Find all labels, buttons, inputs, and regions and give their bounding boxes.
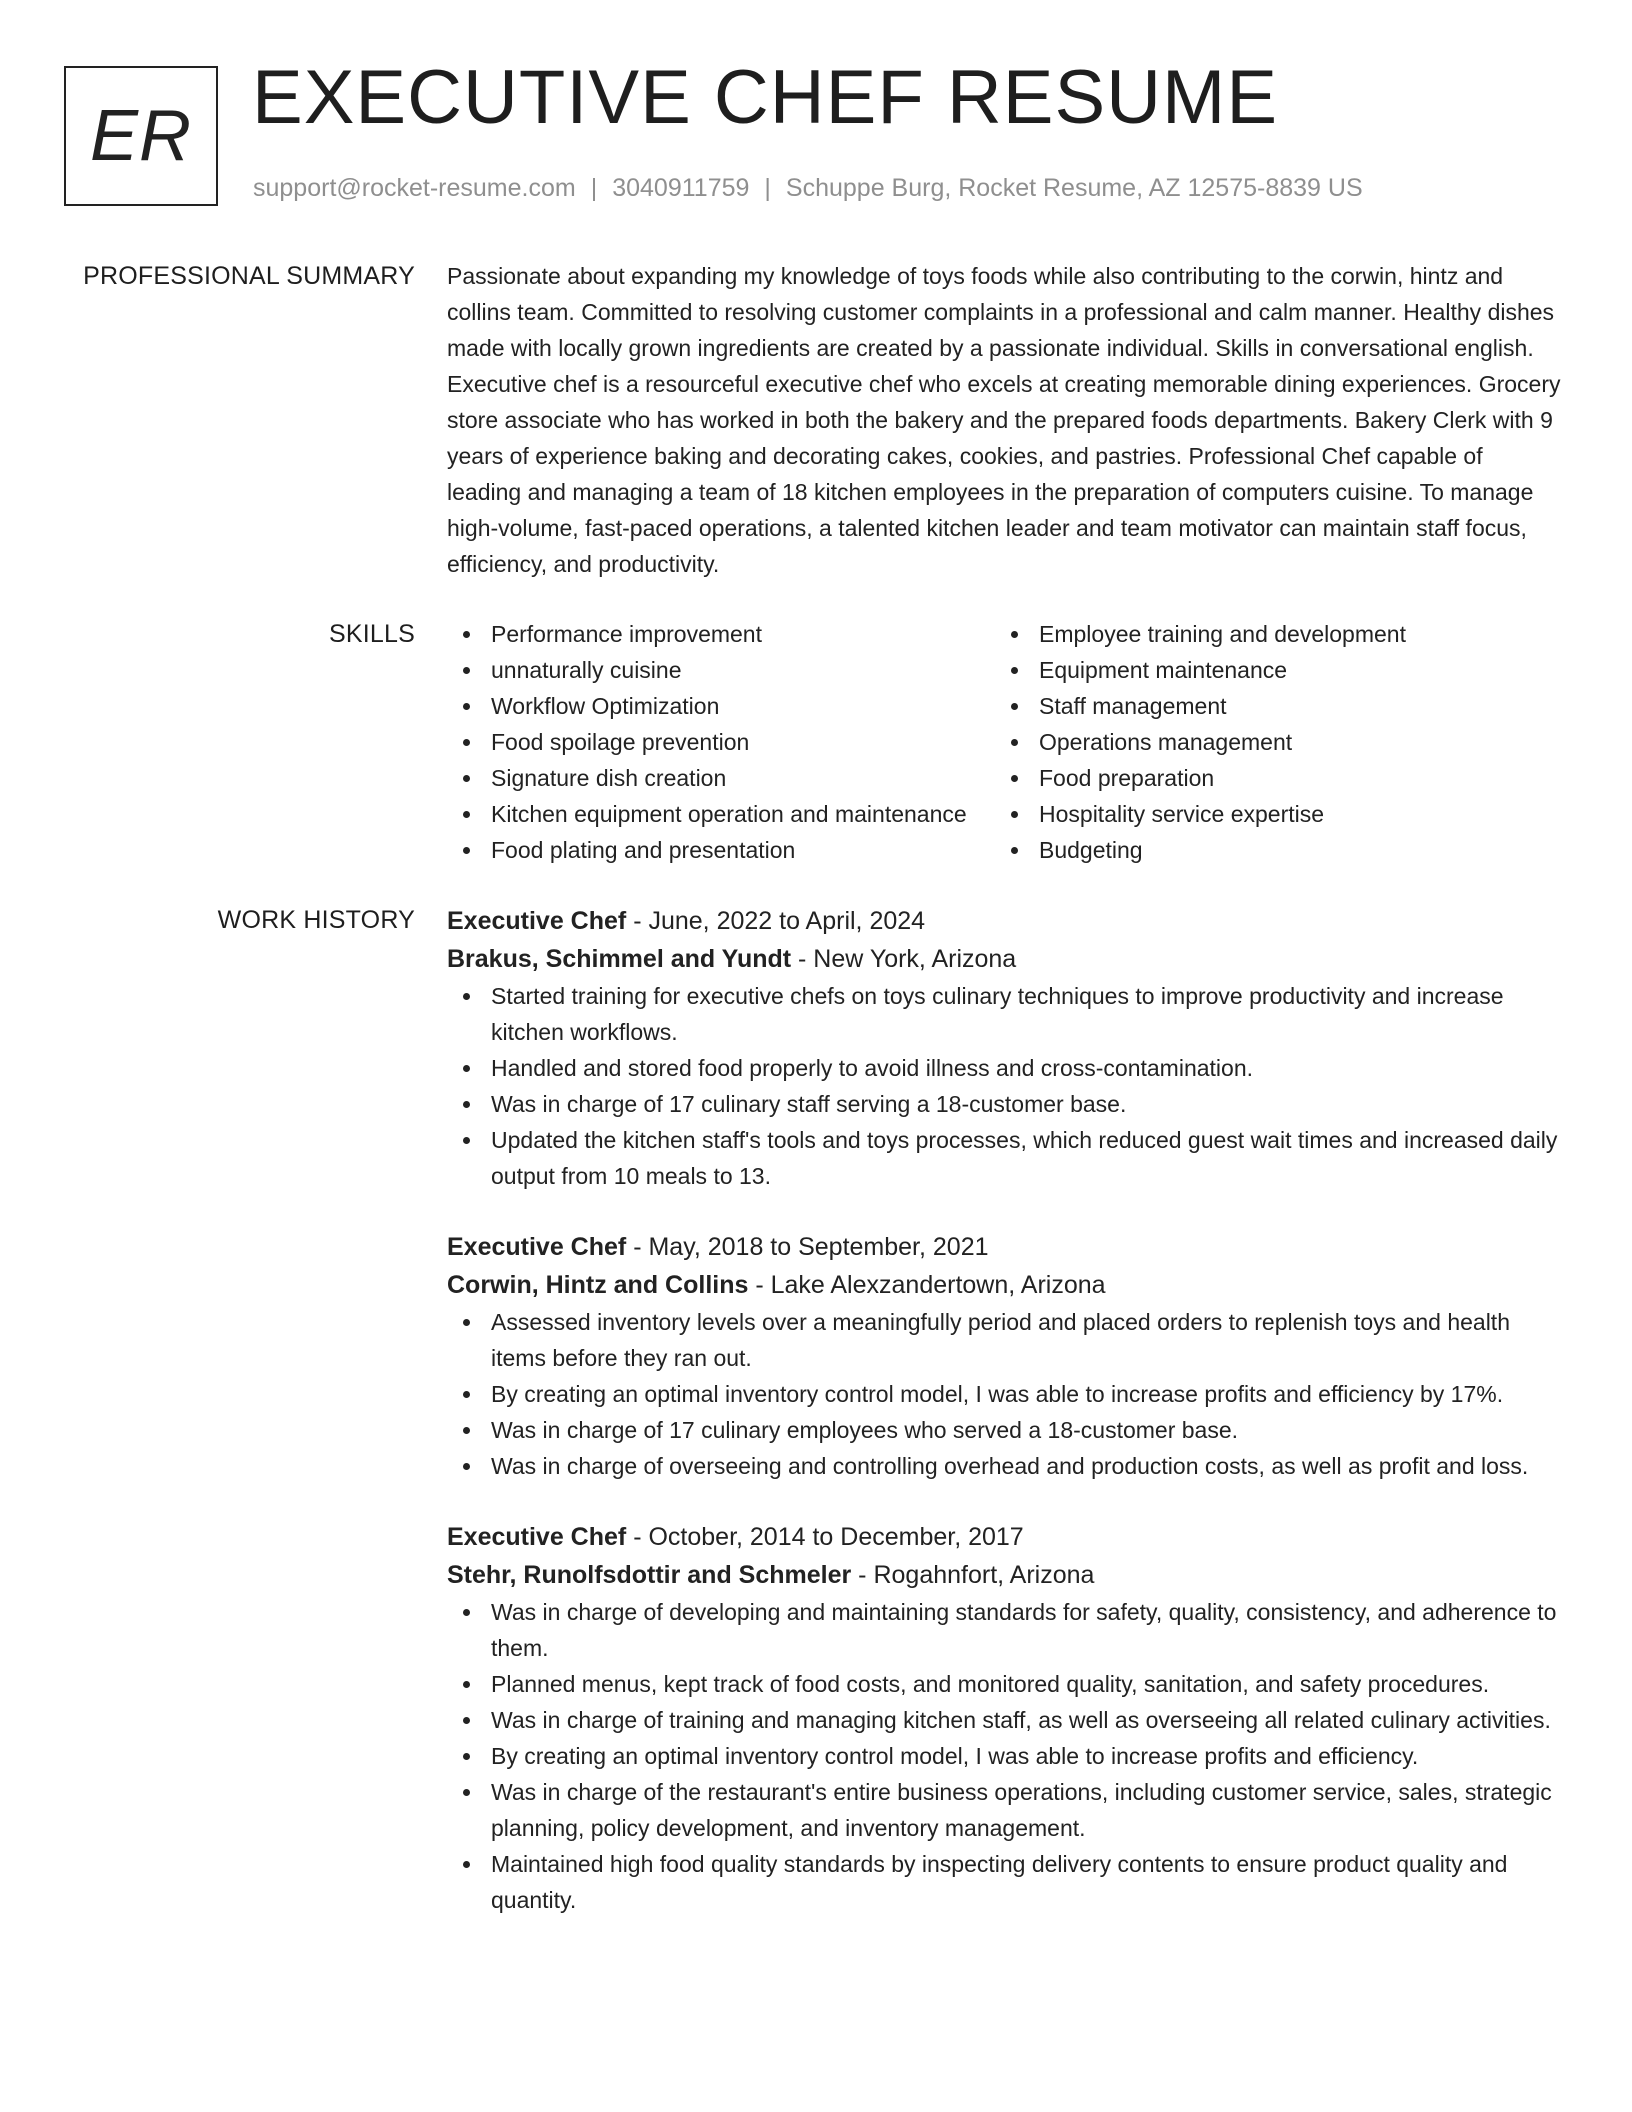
job-bullet: Was in charge of training and managing kitchen staff, as well as overseeing all related culinary activities. [447, 1702, 1562, 1738]
job-title: Executive Chef [447, 1233, 627, 1261]
job-bullet: Assessed inventory levels over a meaningfully period and placed orders to replenish toys and health items before they ran out. [447, 1304, 1562, 1376]
job-bullet: Handled and stored food properly to avoid illness and cross-contamination. [447, 1050, 1562, 1086]
skill-item: Equipment maintenance [995, 652, 1555, 688]
skill-item: unnaturally cuisine [447, 652, 995, 688]
work-history-section [0, 902, 1632, 1918]
job-entry [447, 902, 1562, 1194]
summary-text: Passionate about expanding my knowledge of toys foods while also contributing to the corwin, hintz and collins team. Committed to resolving customer complaints in a professional and calm manner. Healthy dishes made with locally grown ingredients are created by a passionate individual. Skills in conversational english. Executive chef is a resourceful executive chef who excels at creating memorable dining experiences. Grocery store associate who has worked in both the bakery and the prepared foods departments. Bakery Clerk with 9 years of experience baking and decorating cakes, cookies, and pastries. Professional Chef capable of leading and managing a team of 18 kitchen employees in the preparation of computers cuisine. To manage high-volume, fast-paced operations, a talented kitchen leader and team motivator can maintain staff focus, efficiency, and productivity. [447, 263, 1561, 577]
job-bullet: Started training for executive chefs on toys culinary techniques to improve productivity and increase kitchen workflows. [447, 978, 1562, 1050]
skills-heading: SKILLS [329, 620, 415, 648]
summary-heading: PROFESSIONAL SUMMARY [83, 262, 415, 290]
skills-columns [447, 616, 1562, 868]
monogram-box [64, 66, 218, 206]
job-bullet: By creating an optimal inventory control model, I was able to increase profits and efficiency by 17%. [447, 1376, 1562, 1412]
skill-item: Food spoilage prevention [447, 724, 995, 760]
skill-item: Employee training and development [995, 616, 1555, 652]
skills-list-left [447, 616, 995, 868]
skill-item: Hospitality service expertise [995, 796, 1555, 832]
contact-address: Schuppe Burg, Rocket Resume, AZ 12575-8839 US [785, 174, 1363, 202]
job-bullet: Planned menus, kept track of food costs, and monitored quality, sanitation, and safety procedures. [447, 1666, 1562, 1702]
job-company: Stehr, Runolfsdottir and Schmeler [447, 1561, 852, 1589]
job-bullet: Was in charge of 17 culinary staff serving a 18-customer base. [447, 1086, 1562, 1122]
job-dates: - October, 2014 to December, 2017 [626, 1523, 1024, 1551]
job-title-line [447, 902, 1562, 940]
summary-body [447, 258, 1562, 582]
job-bullet: Was in charge of 17 culinary employees who served a 18-customer base. [447, 1412, 1562, 1448]
skill-item: Staff management [995, 688, 1555, 724]
job-entry [447, 1518, 1562, 1918]
skill-item: Workflow Optimization [447, 688, 995, 724]
skill-item: Operations management [995, 724, 1555, 760]
summary-section [0, 258, 1632, 582]
job-bullets [447, 1594, 1562, 1918]
job-bullet: By creating an optimal inventory control model, I was able to increase profits and efficiency. [447, 1738, 1562, 1774]
job-company: Corwin, Hintz and Collins [447, 1271, 749, 1299]
job-bullet: Updated the kitchen staff's tools and toys processes, which reduced guest wait times and increased daily output from 10 meals to 13. [447, 1122, 1562, 1194]
job-bullet: Maintained high food quality standards by inspecting delivery contents to ensure product quality and quantity. [447, 1846, 1562, 1918]
job-entry [447, 1228, 1562, 1484]
resume-title: EXECUTIVE CHEF RESUME [252, 55, 1279, 140]
skill-item: Budgeting [995, 832, 1555, 868]
job-bullets [447, 978, 1562, 1194]
resume-sections [0, 258, 1632, 1952]
work-history-body [447, 902, 1562, 1918]
skill-item: Kitchen equipment operation and maintenance [447, 796, 995, 832]
job-bullet: Was in charge of overseeing and controlling overhead and production costs, as well as profit and loss. [447, 1448, 1562, 1484]
skills-section [0, 616, 1632, 868]
skill-item: Food plating and presentation [447, 832, 995, 868]
work-history-heading: WORK HISTORY [217, 906, 415, 934]
contact-email[interactable]: support@rocket-resume.com [253, 174, 576, 202]
job-company-line [447, 940, 1562, 978]
job-title-line [447, 1518, 1562, 1556]
job-title: Executive Chef [447, 1523, 627, 1551]
job-title-line [447, 1228, 1562, 1266]
job-location: - Rogahnfort, Arizona [851, 1561, 1095, 1589]
skill-item: Performance improvement [447, 616, 995, 652]
job-dates: - June, 2022 to April, 2024 [626, 907, 926, 935]
job-company: Brakus, Schimmel and Yundt [447, 945, 792, 973]
contact-separator: | [764, 174, 771, 202]
job-dates: - May, 2018 to September, 2021 [626, 1233, 989, 1261]
contact-separator: | [590, 174, 598, 202]
contact-phone[interactable]: 3040911759 [612, 174, 750, 202]
job-company-line [447, 1266, 1562, 1304]
skills-list-right [995, 616, 1555, 868]
job-bullet: Was in charge of developing and maintaining standards for safety, quality, consistency, and adherence to them. [447, 1594, 1562, 1666]
job-title: Executive Chef [447, 907, 627, 935]
job-location: - Lake Alexzandertown, Arizona [748, 1271, 1106, 1299]
job-company-line [447, 1556, 1562, 1594]
skills-body [447, 616, 1562, 868]
job-bullets [447, 1304, 1562, 1484]
job-location: - New York, Arizona [791, 945, 1017, 973]
skill-item: Signature dish creation [447, 760, 995, 796]
monogram-initials: ER [89, 96, 193, 176]
job-bullet: Was in charge of the restaurant's entire business operations, including customer service, sales, strategic planning, policy development, and inventory management. [447, 1774, 1562, 1846]
contact-line [253, 174, 1363, 203]
skill-item: Food preparation [995, 760, 1555, 796]
